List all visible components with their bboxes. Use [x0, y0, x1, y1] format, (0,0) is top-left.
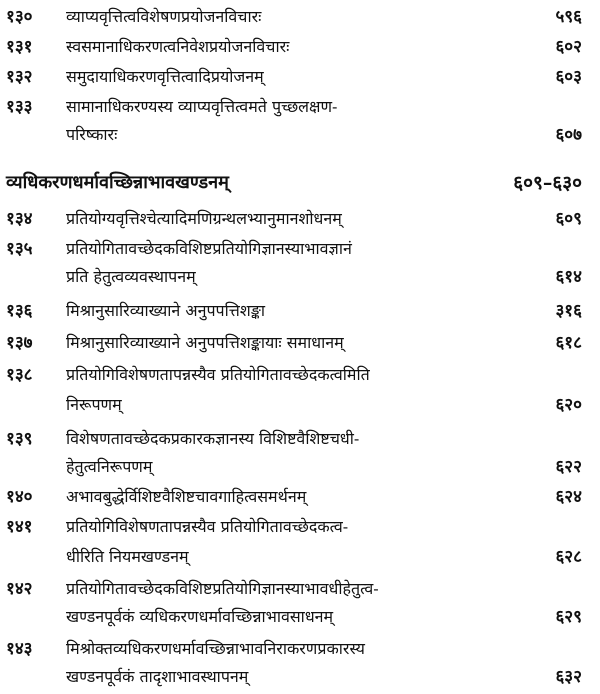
entry-title: प्रतियोगिविशेषणतापन्नस्यैव प्रतियोगितावच्छेदकत्व-: [66, 517, 349, 536]
entry-title: प्रतियोगितावच्छेदकविशिष्टप्रतियोगिज्ञानस्याभावधीहेतुत्व-: [66, 579, 379, 598]
toc-entry: [0, 64, 600, 90]
entry-number: १३१: [6, 37, 33, 57]
toc-entry: [0, 298, 600, 324]
entry-title: समुदायाधिकरणवृत्तित्वादिप्रयोजनम्: [66, 67, 264, 86]
entry-page-number: ६२४: [555, 487, 582, 507]
section-heading: [0, 168, 600, 198]
toc-entry: [0, 236, 600, 262]
entry-number: १३९: [6, 429, 33, 449]
entry-page-number: ३१६: [555, 301, 582, 321]
entry-title-continuation: परिष्कारः: [66, 125, 118, 144]
entry-number: १३०: [6, 7, 33, 27]
entry-title: व्याप्यवृत्तित्वविशेषणप्रयोजनविचारः: [66, 7, 262, 26]
entry-number: १३७: [6, 333, 33, 353]
toc-entry-continuation: [0, 664, 600, 690]
entry-page-number: ६०९: [555, 209, 582, 229]
toc-entry-continuation: [0, 122, 600, 148]
toc-entry: [0, 426, 600, 452]
toc-entry: [0, 34, 600, 60]
toc-entry: [0, 636, 600, 662]
entry-page-number: ६१४: [555, 267, 582, 287]
toc-entry-continuation: [0, 544, 600, 570]
entry-number: १४०: [6, 487, 33, 507]
entry-number: १३३: [6, 97, 33, 117]
entry-title-continuation: धीरिति नियमखण्डनम्: [66, 547, 189, 566]
entry-title-continuation: निरूपणम्: [66, 395, 122, 414]
entry-page-number: ६०२: [555, 37, 582, 57]
entry-number: १३४: [6, 209, 33, 229]
entry-number: १४२: [6, 579, 33, 599]
toc-entry-continuation: [0, 604, 600, 630]
toc-entry-continuation: [0, 392, 600, 418]
toc-entry: [0, 576, 600, 602]
entry-title: मिश्रोक्तव्यधिकरणधर्मावच्छिन्नाभावनिराकरणप्रकारस्य: [66, 639, 365, 658]
entry-page-number: ६०३: [555, 67, 582, 87]
entry-title-continuation: प्रति हेतुत्वव्यवस्थापनम्: [66, 267, 196, 286]
toc-entry-continuation: [0, 454, 600, 480]
entry-page-number: ६२२: [555, 457, 582, 477]
entry-title: प्रतियोगितावच्छेदकविशिष्टप्रतियोगिज्ञानस्याभावज्ञानं: [66, 239, 352, 258]
entry-page-number: ६१८: [555, 333, 582, 353]
entry-title: प्रतियोगिविशेषणतापन्नस्यैव प्रतियोगितावच्छेदकत्वमिति: [66, 365, 370, 384]
toc-entry: [0, 94, 600, 120]
entry-page-number: ६२०: [555, 395, 582, 415]
entry-page-number: ६२९: [555, 607, 582, 627]
entry-number: १३८: [6, 365, 33, 385]
entry-number: १३२: [6, 67, 33, 87]
entry-title-continuation: खण्डनपूर्वकं व्यधिकरणधर्मावच्छिन्नाभावसाधनम्: [66, 607, 334, 626]
entry-title: अभावबुद्धेर्विशिष्टवैशिष्टचावगाहित्वसमर्थनम्: [66, 487, 307, 506]
entry-title: स्वसमानाधिकरणत्वनिवेशप्रयोजनविचारः: [66, 37, 290, 56]
entry-title: मिश्रानुसारिव्याख्याने अनुपपत्तिशङ्का: [66, 301, 265, 320]
entry-page-number: ६०७: [555, 125, 582, 145]
toc-entry: [0, 4, 600, 30]
entry-title-continuation: खण्डनपूर्वकं तादृशाभावस्थापनम्: [66, 667, 249, 686]
entry-title-continuation: हेतुत्वनिरूपणम्: [66, 457, 153, 476]
entry-page-number: ६३२: [555, 667, 582, 687]
entry-title: प्रतियोग्यवृत्तिश्चेत्यादिमणिग्रन्थलभ्यानुमानशोधनम्: [66, 209, 342, 228]
entry-title: विशेषणतावच्छेदकप्रकारकज्ञानस्य विशिष्टवैशिष्टचधी-: [66, 429, 360, 448]
entry-title: सामानाधिकरण्यस्य व्याप्यवृत्तित्वमते पुच्छलक्षण-: [66, 97, 338, 116]
toc-entry: [0, 514, 600, 540]
entry-number: १४१: [6, 517, 33, 537]
entry-number: १३६: [6, 301, 33, 321]
toc-entry-continuation: [0, 264, 600, 290]
toc-entry: [0, 484, 600, 510]
section-title: व्यधिकरणधर्मावच्छिन्नाभावखण्डनम्: [6, 172, 229, 193]
entry-page-number: ५९६: [555, 7, 582, 27]
entry-number: १४३: [6, 639, 33, 659]
entry-page-number: ६२८: [555, 547, 582, 567]
toc-entry: [0, 330, 600, 356]
toc-entry: [0, 362, 600, 388]
entry-number: १३५: [6, 239, 33, 259]
toc-entry: [0, 206, 600, 232]
entry-title: मिश्रानुसारिव्याख्याने अनुपपत्तिशङ्कायाः समाधानम्: [66, 333, 344, 352]
section-page-range: ६०९–६३०: [513, 172, 582, 194]
